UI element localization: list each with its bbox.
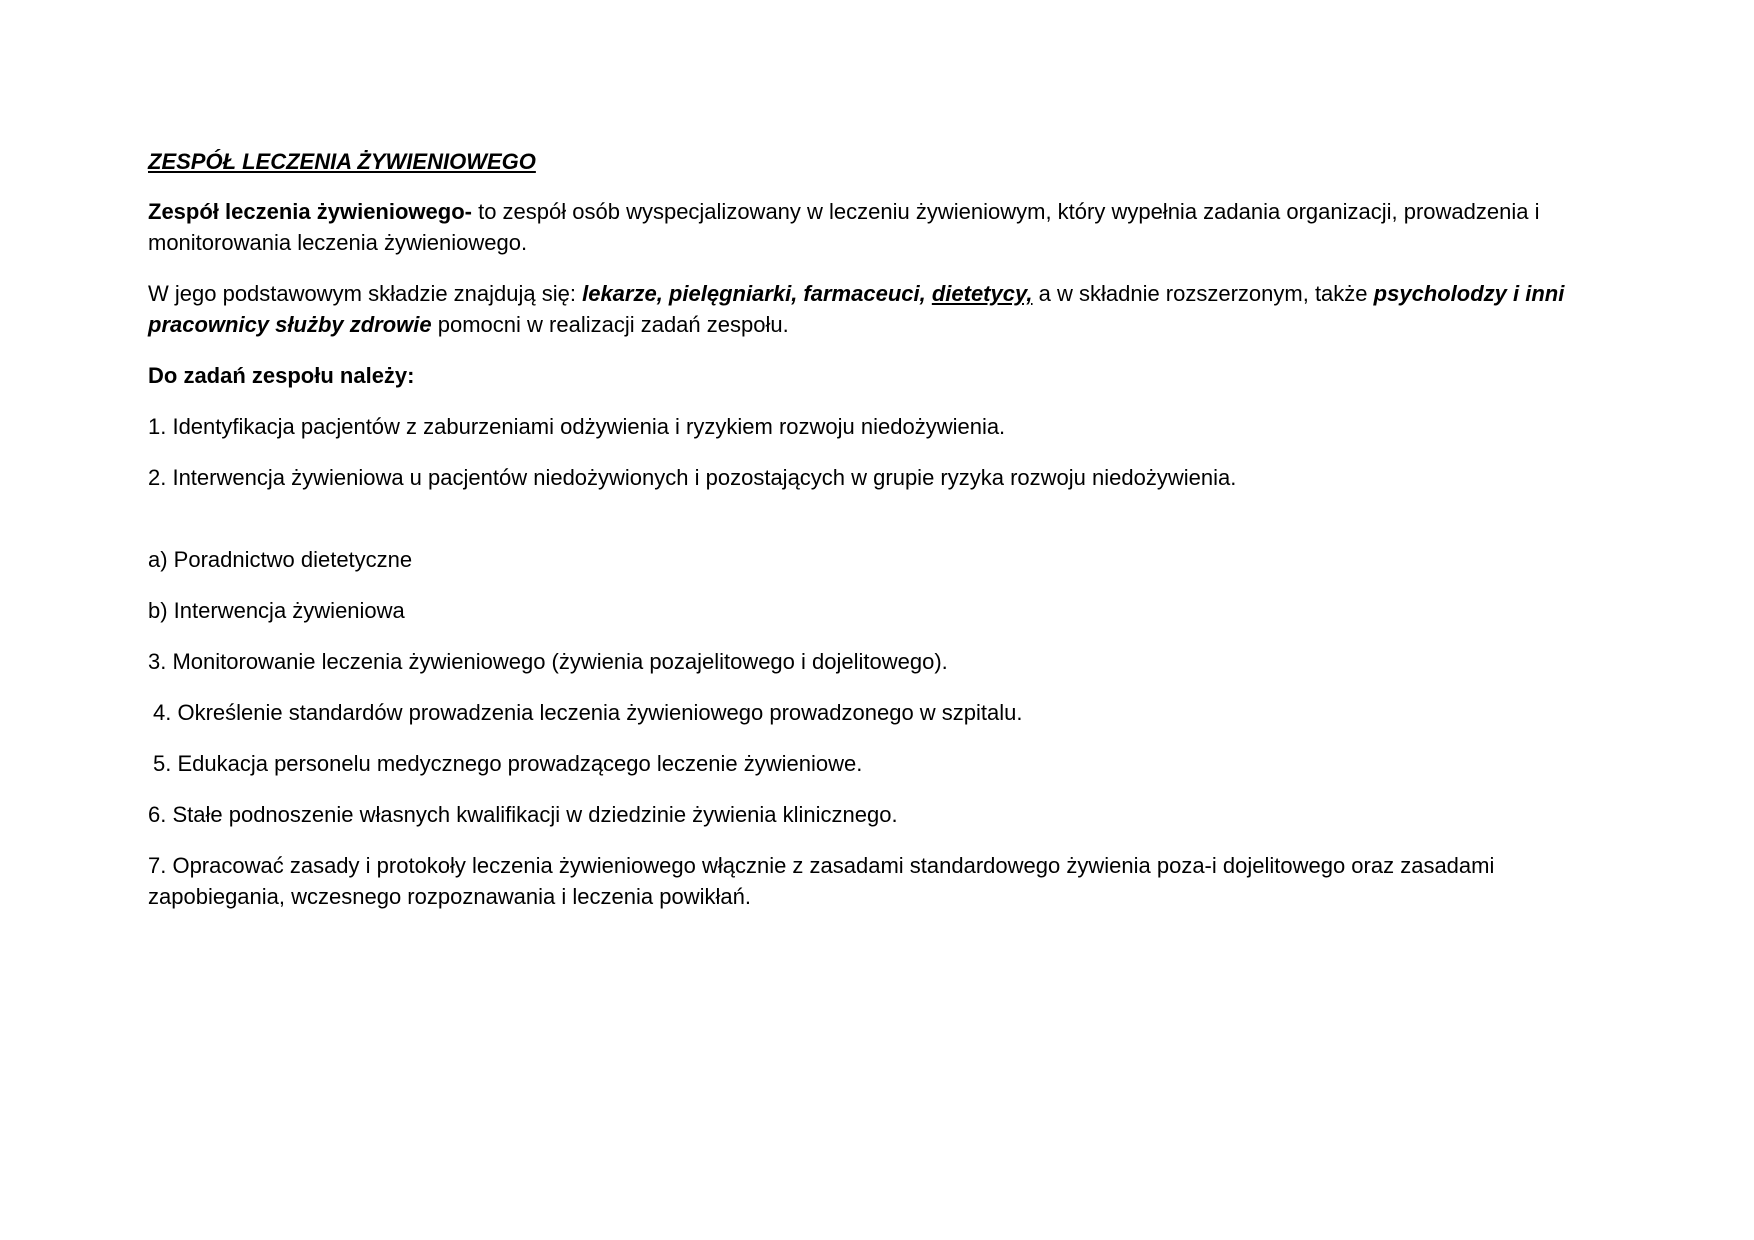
definition-paragraph xyxy=(148,196,1618,258)
tasks-heading: Do zadań zespołu należy: xyxy=(148,363,415,388)
composition-ending: pomocni w realizacji zadań zespołu. xyxy=(431,312,789,337)
task-2a: a) Poradnictwo dietetyczne xyxy=(148,547,413,572)
task-5: 5. Edukacja personelu medycznego prowadzącego leczenie żywieniowe. xyxy=(153,751,863,776)
task-3: 3. Monitorowanie leczenia żywieniowego (żywienia pozajelitowego i dojelitowego). xyxy=(148,649,948,674)
document-page xyxy=(148,146,1618,932)
blank-line xyxy=(148,513,1618,544)
task-2: 2. Interwencja żywieniowa u pacjentów niedożywionych i pozostających w grupie ryzyka rozwoju niedożywienia. xyxy=(148,465,1237,490)
extended-members: psycholodzy i inni pracownicy służby zdrowie xyxy=(148,281,1565,337)
task-6: 6. Stałe podnoszenie własnych kwalifikacji w dziedzinie żywienia klinicznego. xyxy=(148,802,898,827)
document-title: ZESPÓŁ LECZENIA ŻYWIENIOWEGO xyxy=(148,149,536,174)
task-4: 4. Określenie standardów prowadzenia leczenia żywieniowego prowadzonego w szpitalu. xyxy=(153,700,1023,725)
composition-middle: a w składnie rozszerzonym, także xyxy=(1032,281,1374,306)
definition-text: to zespół osób wyspecjalizowany w leczeniu żywieniowym, który wypełnia zadania organizacji, prowadzenia i monitorowania leczenia żywieniowego. xyxy=(148,199,1540,255)
task-2b: b) Interwencja żywieniowa xyxy=(148,598,405,623)
definition-term: Zespół leczenia żywieniowego- xyxy=(148,199,472,224)
task-7: 7. Opracować zasady i protokoły leczenia żywieniowego włącznie z zasadami standardowego żywienia poza-i dojelitowego oraz zasadami zapobiegania, wczesnego rozpoznawania i leczenia powikłań. xyxy=(148,853,1495,909)
dietitians: dietetycy, xyxy=(931,281,1033,306)
task-1: 1. Identyfikacja pacjentów z zaburzeniami odżywienia i ryzykiem rozwoju niedożywienia. xyxy=(148,414,1006,439)
composition-paragraph xyxy=(148,278,1618,340)
composition-intro: W jego podstawowym składzie znajdują się: xyxy=(148,281,583,306)
core-members: lekarze, pielęgniarki, farmaceuci, xyxy=(582,281,932,306)
